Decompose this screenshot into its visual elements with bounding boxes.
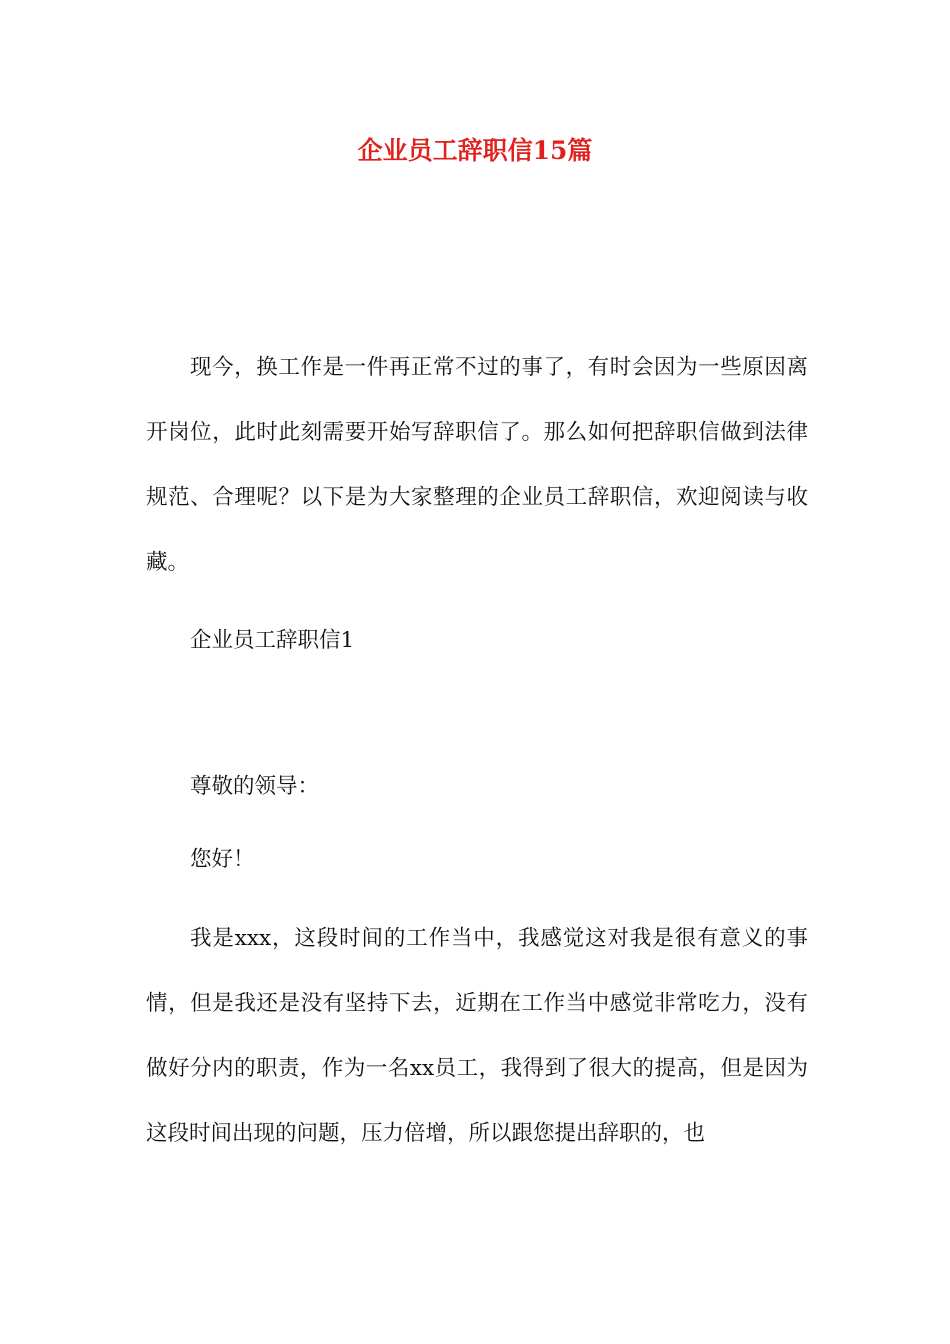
section-heading: 企业员工辞职信1: [190, 628, 355, 653]
letter-body-paragraph: 我是xxx，这段时间的工作当中，我感觉这对我是很有意义的事情，但是我还是没有坚持下去，近期在工作当中感觉非常吃力，没有做好分内的职责，作为一名xx员工，我得到了很大的提高，但是因为这段时间出现的问题，压力倍增，所以跟您提出辞职的，也: [146, 926, 808, 1146]
intro-paragraph: 现今，换工作是一件再正常不过的事了，有时会因为一些原因离开岗位，此时此刻需要开始写辞职信了。那么如何把辞职信做到法律规范、合理呢？以下是为大家整理的企业员工辞职信，欢迎阅读与收藏。: [146, 355, 808, 575]
document-title: 企业员工辞职信15篇: [357, 136, 593, 165]
letter-salutation: 尊敬的领导：: [190, 774, 320, 799]
letter-greeting: 您好！: [190, 847, 255, 872]
